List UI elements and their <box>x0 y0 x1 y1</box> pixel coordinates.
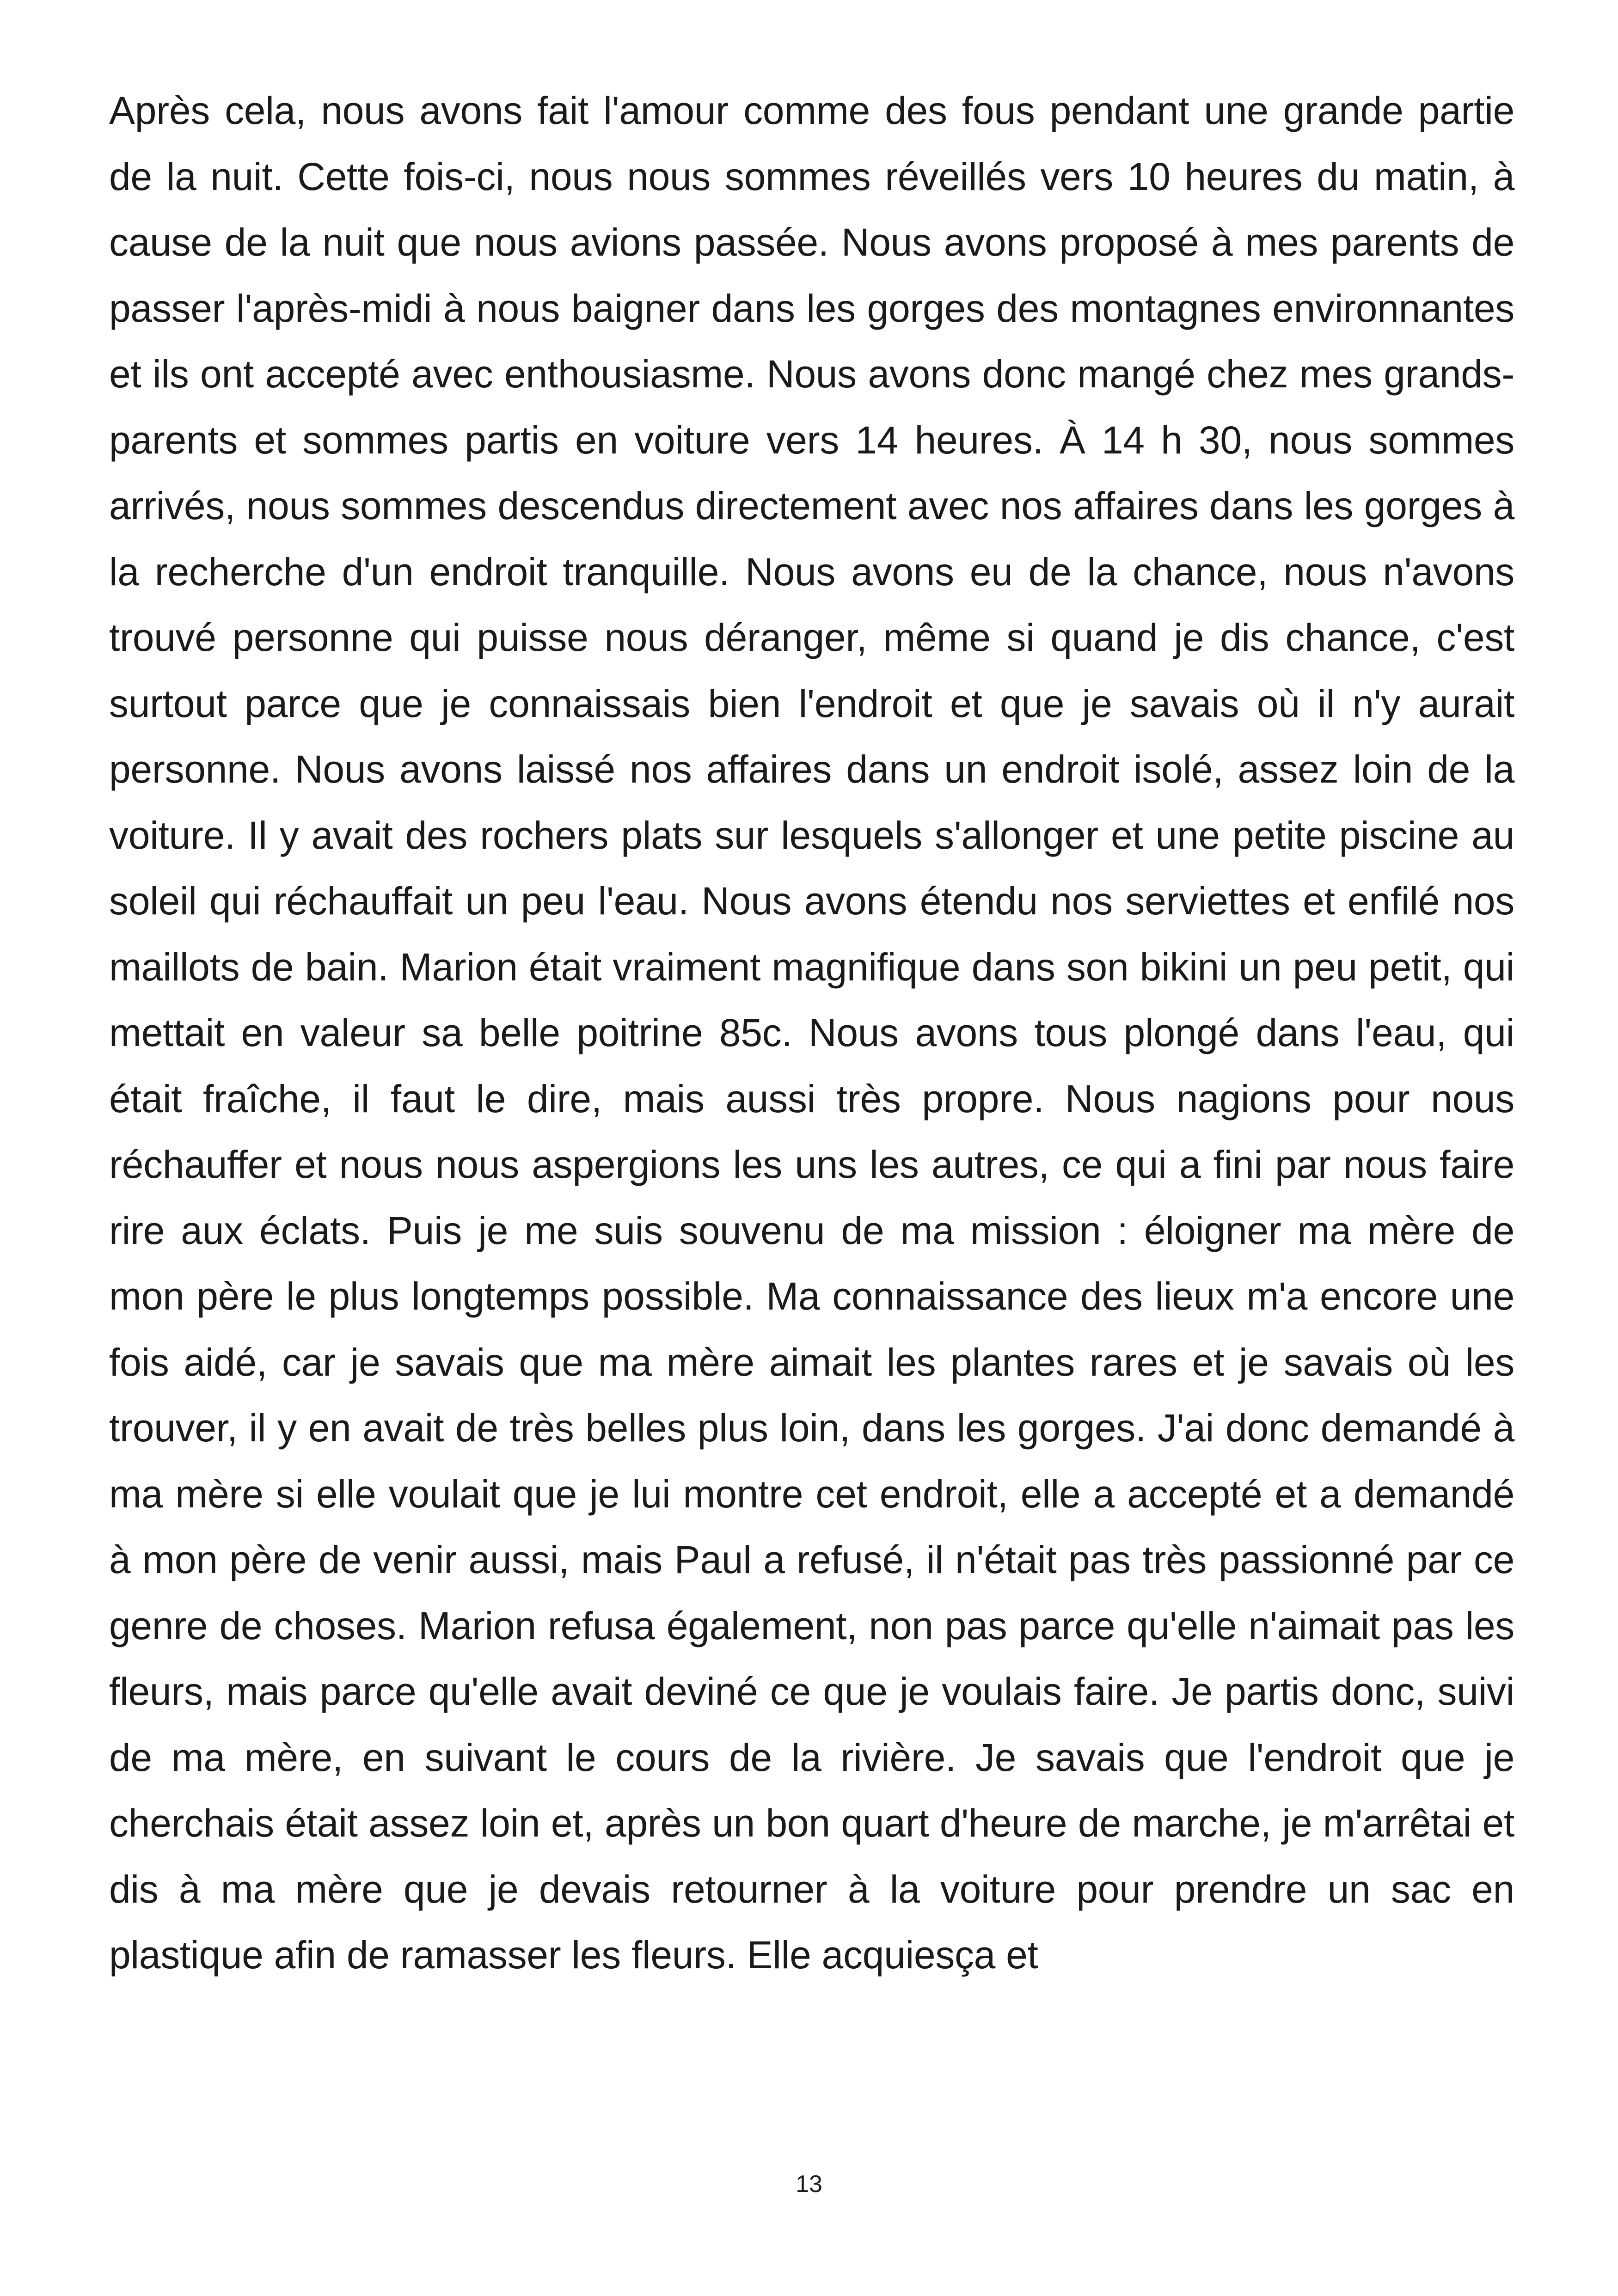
body-paragraph: Après cela, nous avons fait l'amour comme des fous pendant une grande partie de la nuit. Cette fois-ci, nous nous sommes réveillés vers 10 heures du matin, à cause de la nuit que nous avions passée. Nous avons proposé à mes parents de passer l'après-midi à nous baigner dans les gorges des montagnes environnantes et ils ont accepté avec enthousiasme. Nous avons donc mangé chez mes grands-parents et sommes partis en voiture vers 14 heures. À 14 h 30, nous sommes arrivés, nous sommes descendus directement avec nos affaires dans les gorges à la recherche d'un endroit tranquille. Nous avons eu de la chance, nous n'avons trouvé personne qui puisse nous déranger, même si quand je dis chance, c'est surtout parce que je connaissais bien l'endroit et que je savais où il n'y aurait personne. Nous avons laissé nos affaires dans un endroit isolé, assez loin de la voiture. Il y avait des rochers plats sur lesquels s'allonger et une petite piscine au soleil qui réchauffait un peu l'eau. Nous avons étendu nos serviettes et enfilé nos maillots de bain. Marion était vraiment magnifique dans son bikini un peu petit, qui mettait en valeur sa belle poitrine 85c. Nous avons tous plongé dans l'eau, qui était fraîche, il faut le dire, mais aussi très propre. Nous nagions pour nous réchauffer et nous nous aspergions les uns les autres, ce qui a fini par nous faire rire aux éclats. Puis je me suis souvenu de ma mission : éloigner ma mère de mon père le plus longtemps possible. Ma connaissance des lieux m'a encore une fois aidé, car je savais que ma mère aimait les plantes rares et je savais où les trouver, il y en avait de très belles plus loin, dans les gorges. J'ai donc demandé à ma mère si elle voulait que je lui montre cet endroit, elle a accepté et a demandé à mon père de venir aussi, mais Paul a refusé, il n'était pas très passionné par ce genre de choses. Marion refusa également, non pas parce qu'elle n'aimait pas les fleurs, mais parce qu'elle avait deviné ce que je voulais faire. Je partis donc, suivi de ma mère, en suivant le cours de la rivière. Je savais que l'endroit que je cherchais était assez loin et, après un bon quart d'heure de marche, je m'arrêtai et dis à ma mère que je devais retourner à la voiture pour prendre un sac en plastique afin de ramasser les fleurs. Elle acquiesça et <box>109 89 1514 1977</box>
page-number: 13 <box>796 2171 822 2198</box>
